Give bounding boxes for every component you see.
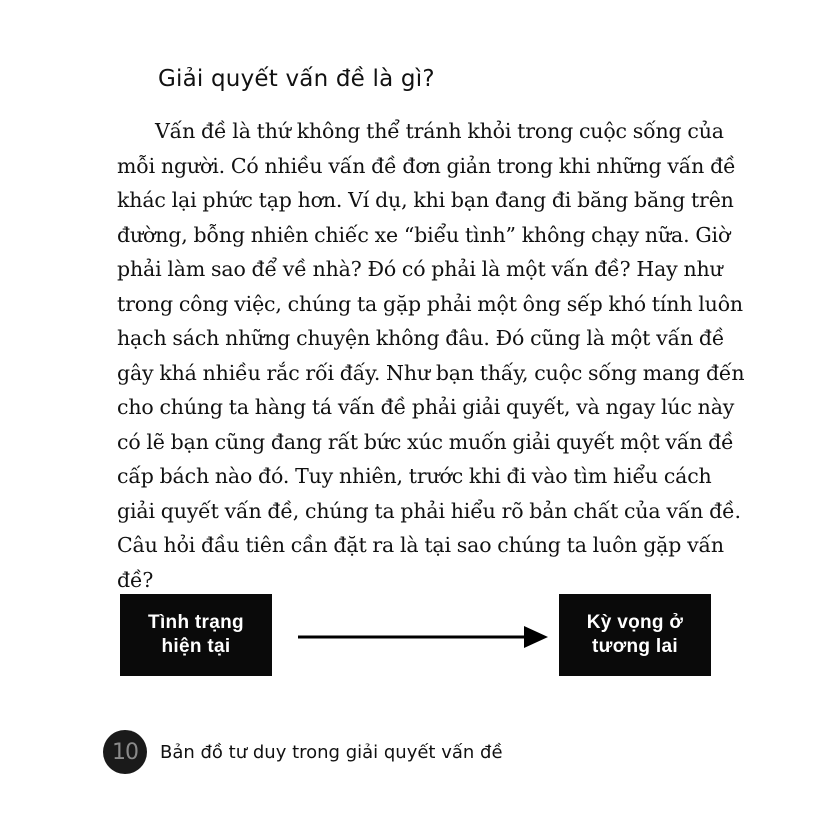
page-number-badge: 10 — [103, 730, 147, 774]
page-footer — [103, 730, 503, 774]
current-state-label: Tình trạng hiện tại — [148, 612, 244, 657]
section-heading: Giải quyết vấn đề là gì? — [158, 66, 435, 92]
current-state-box — [120, 594, 272, 676]
future-expectation-box — [559, 594, 711, 676]
arrow-right-icon — [298, 622, 548, 652]
body-paragraph: Vấn đề là thứ không thể tránh khỏi trong cuộc sống của mỗi người. Có nhiều vấn đề đơn giản trong khi những vấn đề khác lại phức tạp hơn. Ví dụ, khi bạn đang đi băng băng trên đường, bỗng nhiên chiếc xe “biểu tình” không chạy nữa. Giờ phải làm sao để về nhà? Đó có phải là một vấn đề? Hay như trong công việc, chúng ta gặp phải một ông sếp khó tính luôn hạch sách những chuyện không đâu. Đó cũng là một vấn đề gây khá nhiều rắc rối đấy. Như bạn thấy, cuộc sống mang đến cho chúng ta hàng tá vấn đề phải giải quyết, và ngay lúc này có lẽ bạn cũng đang rất bức xúc muốn giải quyết một vấn đề cấp bách nào đó. Tuy nhiên, trước khi đi vào tìm hiểu cách giải quyết vấn đề, chúng ta phải hiểu rõ bản chất của vấn đề. Câu hỏi đầu tiên cần đặt ra là tại sao chúng ta luôn gặp vấn đề? — [117, 119, 745, 592]
future-expectation-label: Kỳ vọng ở tương lai — [586, 612, 684, 657]
book-title: Bản đồ tư duy trong giải quyết vấn đề — [160, 741, 503, 763]
